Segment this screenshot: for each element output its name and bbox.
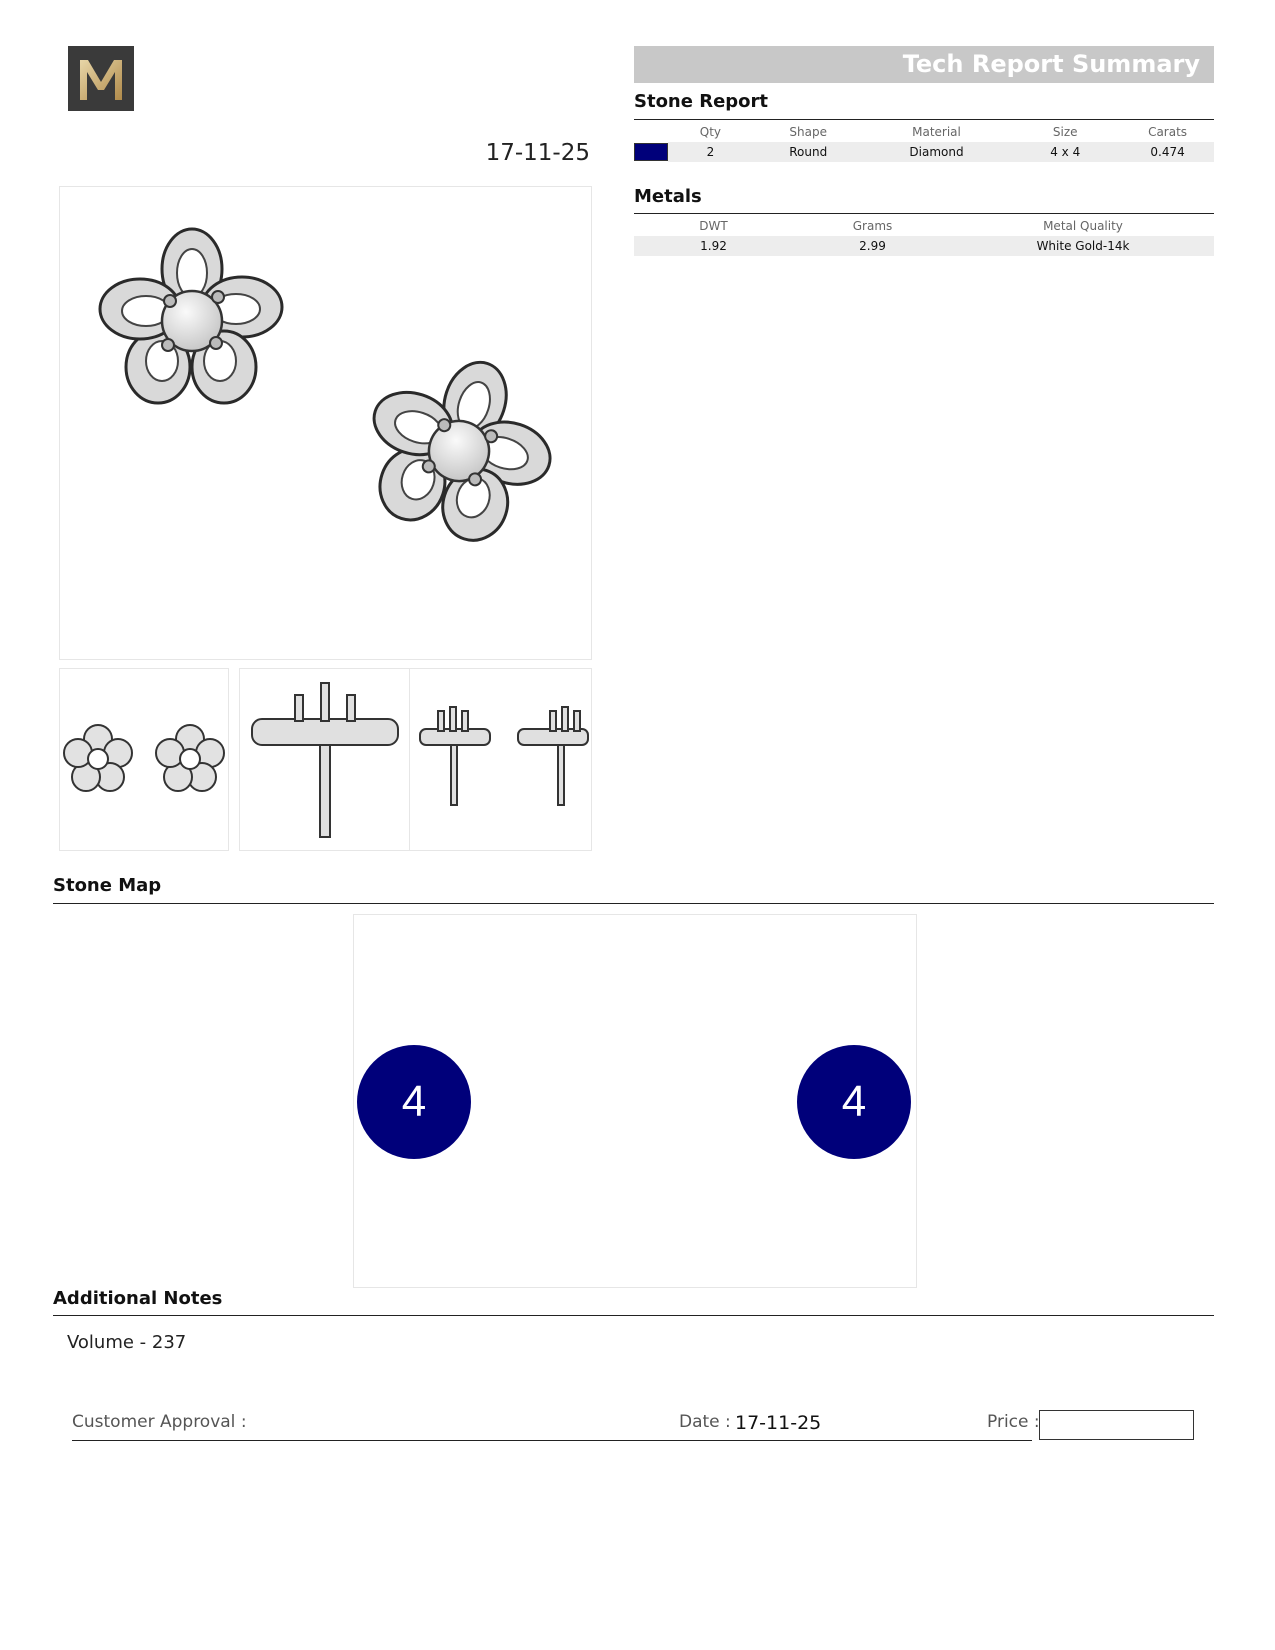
additional-notes-text: Volume - 237 <box>67 1332 187 1353</box>
thumbnail-front-view[interactable] <box>409 668 592 851</box>
col-carats: Carats <box>1148 125 1188 139</box>
stone-map-frame <box>353 914 917 1288</box>
col-material: Material <box>912 125 961 139</box>
main-product-image <box>59 186 592 660</box>
col-metal-quality: Metal Quality <box>1043 219 1123 233</box>
col-dwt: DWT <box>699 219 728 233</box>
stone-marker: 4 <box>357 1045 471 1159</box>
dwt-cell: 1.92 <box>634 236 793 256</box>
stone-color-swatch <box>634 143 668 161</box>
customer-approval-label: Customer Approval : <box>72 1412 247 1432</box>
additional-notes-rule <box>53 1315 1214 1316</box>
document-date: 17-11-25 <box>485 140 590 166</box>
col-grams: Grams <box>852 219 893 233</box>
stone-report-rule <box>634 119 1214 120</box>
size-cell: 4 x 4 <box>1009 142 1121 162</box>
additional-notes-title: Additional Notes <box>53 1288 223 1309</box>
approval-date-value: 17-11-25 <box>735 1412 822 1434</box>
stone-map-title: Stone Map <box>53 875 162 896</box>
col-size: Size <box>1052 125 1078 139</box>
metals-rule <box>634 213 1214 214</box>
metal-quality-cell: White Gold-14k <box>952 236 1214 256</box>
carats-cell: 0.474 <box>1121 142 1214 162</box>
stone-report-header-row <box>634 122 1214 142</box>
company-logo <box>68 46 134 111</box>
price-input-box[interactable] <box>1039 1410 1194 1440</box>
thumbnail-side-view[interactable] <box>239 668 411 851</box>
metals-header-row <box>634 216 1214 236</box>
approval-signature-line <box>72 1440 1032 1441</box>
report-title: Tech Report Summary <box>902 50 1200 78</box>
metals-title: Metals <box>634 186 702 207</box>
m-logo-icon <box>76 56 126 102</box>
shape-cell: Round <box>753 142 864 162</box>
table-row <box>634 236 1214 256</box>
table-row <box>634 142 1214 162</box>
report-header-bar <box>634 46 1214 83</box>
qty-cell: 2 <box>668 142 753 162</box>
thumbnail-top-view[interactable] <box>59 668 229 851</box>
price-label: Price : <box>987 1412 1040 1432</box>
stone-map-rule <box>53 903 1214 904</box>
metals-table <box>634 216 1214 256</box>
col-shape: Shape <box>789 125 827 139</box>
approval-date-label: Date : <box>679 1412 731 1432</box>
stone-report-table <box>634 122 1214 162</box>
stone-marker: 4 <box>797 1045 911 1159</box>
material-cell: Diamond <box>864 142 1010 162</box>
col-qty: Qty <box>699 125 722 139</box>
grams-cell: 2.99 <box>793 236 952 256</box>
stone-report-title: Stone Report <box>634 91 769 112</box>
